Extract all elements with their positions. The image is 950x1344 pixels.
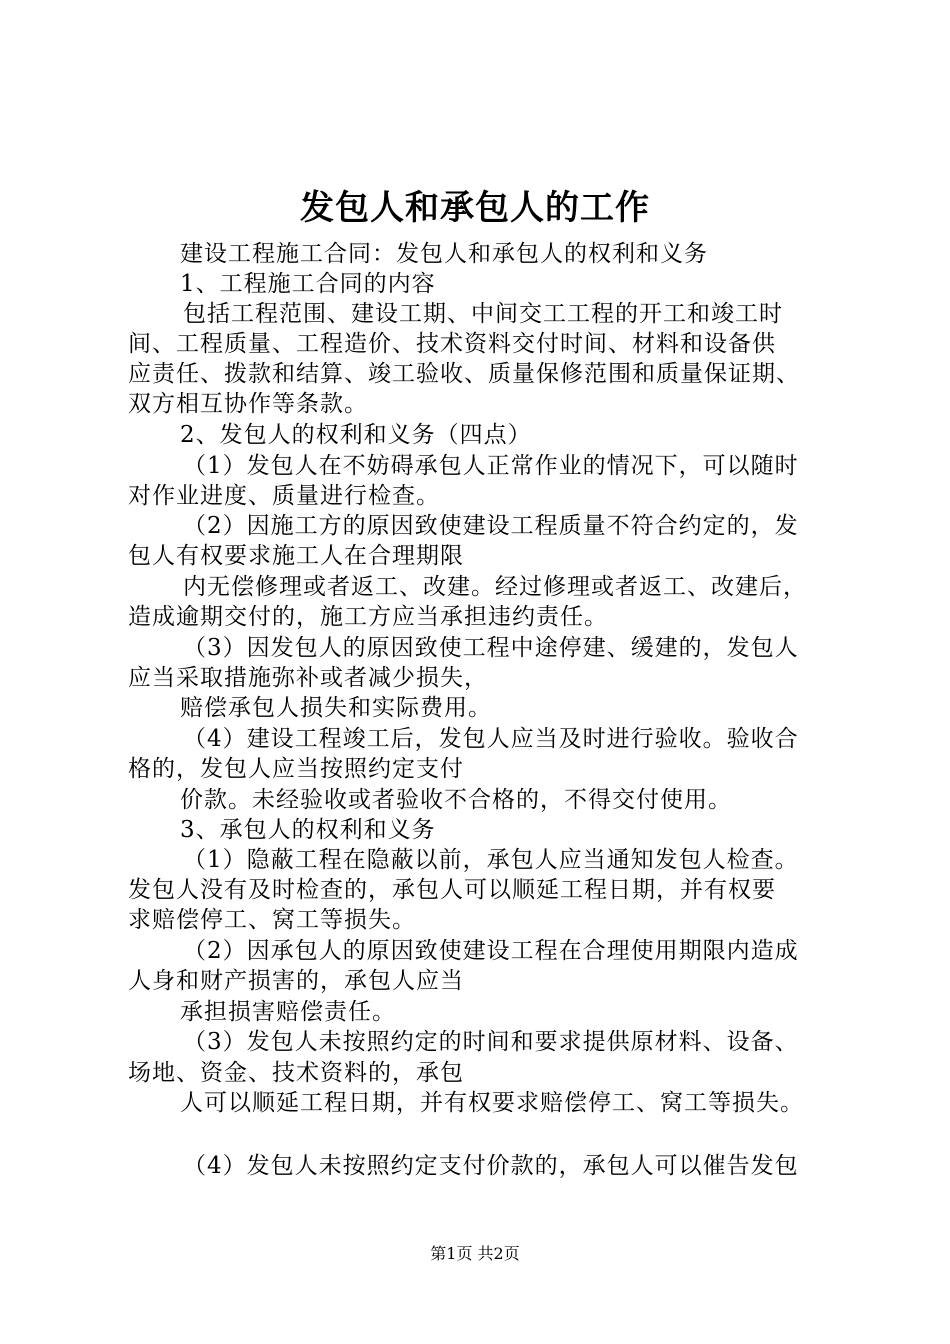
text-line: （3）因发包人的原因致使工程中途停建、缓建的，发包人 (183, 635, 799, 661)
text-line: 应当采取措施弥补或者减少损失， (128, 665, 488, 691)
text-line: 价款。未经验收或者验收不合格的，不得交付使用。 (180, 787, 732, 813)
text-line: 间、工程质量、工程造价、技术资料交付时间、材料和设备供 (128, 331, 776, 357)
text-line: 1、工程施工合同的内容 (180, 271, 436, 297)
text-line: 2、发包人的权利和义务（四点） (180, 422, 532, 448)
text-line: 对作业进度、质量进行检查。 (128, 483, 440, 509)
text-line: 场地、资金、技术资料的，承包 (128, 1060, 464, 1086)
text-line: 内无偿修理或者返工、改建。经过修理或者返工、改建后， (183, 574, 807, 600)
text-line: 承担损害赔偿责任。 (180, 999, 396, 1025)
text-line: （1）发包人在不妨碍承包人正常作业的情况下，可以随时 (183, 453, 799, 479)
text-line: （2）因施工方的原因致使建设工程质量不符合约定的，发 (183, 513, 799, 539)
text-line: 包括工程范围、建设工期、中间交工工程的开工和竣工时 (183, 301, 783, 327)
text-line: 建设工程施工合同：发包人和承包人的权利和义务 (180, 241, 708, 267)
text-line: （4）建设工程竣工后，发包人应当及时进行验收。验收合 (183, 726, 799, 752)
text-line: 包人有权要求施工人在合理期限 (128, 543, 464, 569)
text-line: 3、承包人的权利和义务 (180, 817, 436, 843)
text-line: 造成逾期交付的，施工方应当承担违约责任。 (128, 604, 608, 630)
text-line: 赔偿承包人损失和实际费用。 (180, 695, 492, 721)
text-line: 人身和财产损害的，承包人应当 (128, 968, 464, 994)
document-title: 发包人和承包人的工作 (300, 188, 650, 228)
text-line: 求赔偿停工、窝工等损失。 (128, 907, 416, 933)
text-line: 应责任、拨款和结算、竣工验收、质量保修范围和质量保证期、 (128, 361, 800, 387)
text-line: 发包人没有及时检查的，承包人可以顺延工程日期，并有权要 (128, 877, 776, 903)
page-number-footer: 第1页 共2页 (430, 1244, 520, 1263)
text-line: （2）因承包人的原因致使建设工程在合理使用期限内造成 (183, 938, 799, 964)
text-line: 双方相互协作等条款。 (128, 391, 368, 417)
text-line: （4）发包人未按照约定支付价款的，承包人可以催告发包 (183, 1153, 799, 1179)
text-line: 格的，发包人应当按照约定支付 (128, 756, 464, 782)
text-line: （3）发包人未按照约定的时间和要求提供原材料、设备、 (183, 1029, 799, 1055)
text-line: （1）隐蔽工程在隐蔽以前，承包人应当通知发包人检查。 (183, 847, 799, 873)
text-line: 人可以顺延工程日期，并有权要求赔偿停工、窝工等损失。 (180, 1090, 804, 1116)
